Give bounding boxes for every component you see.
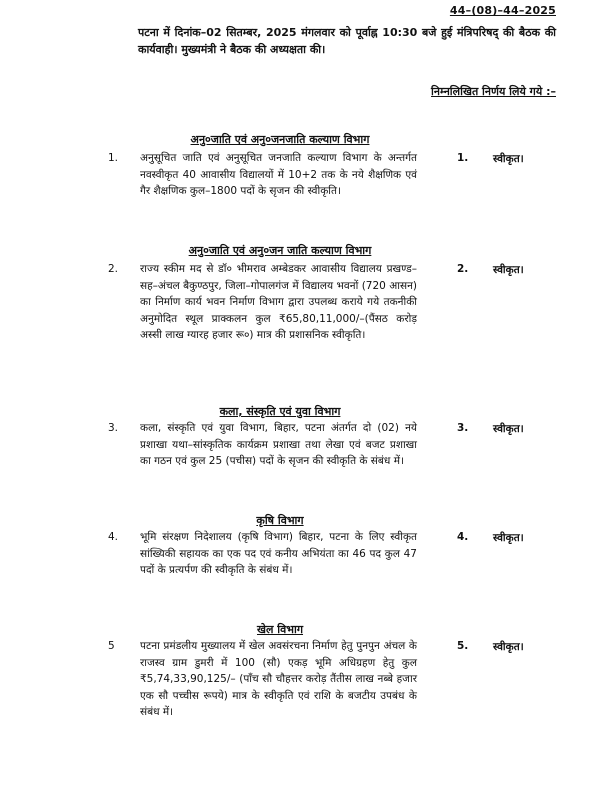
serial-number: 5 bbox=[108, 640, 115, 652]
serial-number: 4. bbox=[108, 531, 119, 543]
serial-number: 2. bbox=[108, 263, 119, 275]
serial-number: 3. bbox=[108, 422, 119, 434]
meeting-intro: पटना में दिनांक–02 सितम्बर, 2025 मंगलवार को पूर्वाह्न 10:30 बजे हुई मंत्रिपरिषद् की बैठक की कार्यवाही। मुख्यमंत्री ने बैठक की अध्यक्षता की। bbox=[138, 26, 556, 56]
reference-number: 44–(08)–44–2025 bbox=[449, 4, 556, 17]
decision-status: स्वीकृत। bbox=[493, 153, 524, 165]
item-text: पटना प्रमंडलीय मुख्यालय में खेल अवसंरचना निर्माण हेतु पुनपुन अंचल के राजस्व ग्राम डुमरी में 100 (सौ) एकड़ भूमि अधिग्रहण हेतु कुल ₹5,74,33,90,125/– (पाँच सौ चौहत्तर करोड़ तैंतीस लाख नब्बे हजार एक सौ पच्चीस रूपये) मात्र के स्वीकृति एवं राशि के बजटीय उपबंध के संबंध में। bbox=[140, 640, 417, 718]
department-heading: कला, संस्कृति एवं युवा विभाग bbox=[219, 405, 341, 418]
item-text: कला, संस्कृति एवं युवा विभाग, बिहार, पटना अंतर्गत दो (02) नये प्रशाखा यथा–सांस्कृतिक कार्यक्रम प्रशाखा तथा लेखा एवं बजट प्रशाखा का गठन एवं कुल 25 (पचीस) पदों के सृजन की स्वीकृति के संबंध में। bbox=[140, 422, 417, 467]
department-heading: अनु०जाति एवं अनु०जन जाति कल्याण विभाग bbox=[188, 244, 372, 257]
decision-status: स्वीकृत। bbox=[493, 641, 524, 653]
item-text: भूमि संरक्षण निदेशालय (कृषि विभाग) बिहार, पटना के लिए स्वीकृत सांख्यिकी सहायक का एक पद एवं कनीय अभियंता का 46 पद कुल 47 पदों के प्रत्यर्पण की स्वीकृति के संबंध में। bbox=[140, 531, 417, 576]
decision-status: स्वीकृत। bbox=[493, 532, 524, 544]
item-text: अनुसूचित जाति एवं अनुसूचित जनजाति कल्याण विभाग के अन्तर्गत नवस्वीकृत 40 आवासीय विद्यालयों में 10+2 तक के नये शैक्षणिक एवं गैर शैक्षणिक कुल–1800 पदों के सृजन की स्वीकृति। bbox=[140, 152, 417, 197]
item-text: राज्य स्कीम मद से डॉ० भीमराव अम्बेडकर आवासीय विद्यालय प्रखण्ड–सह–अंचल बैकुण्ठपुर, जिला–गोपालगंज में विद्यालय भवनों (720 आसन) का निर्माण कार्य भवन निर्माण विभाग द्वारा उपलब्ध कराये गये तकनीकी अनुमोदित स्थूल प्राक्कलन कुल ₹65,80,11,000/–(पैंसठ करोड़ अस्सी लाख ग्यारह हजार रू०) मात्र की प्रशासनिक स्वीकृति। bbox=[140, 263, 417, 341]
decision-number: 4. bbox=[457, 531, 469, 543]
decision-status: स्वीकृत। bbox=[493, 264, 524, 276]
decisions-subheading: निम्नलिखित निर्णय लिये गये :– bbox=[431, 85, 556, 98]
decision-number: 3. bbox=[457, 422, 469, 434]
decision-status: स्वीकृत। bbox=[493, 423, 524, 435]
decision-number: 1. bbox=[457, 152, 469, 164]
department-heading: अनु०जाति एवं अनु०जनजाति कल्याण विभाग bbox=[190, 133, 370, 146]
decision-number: 2. bbox=[457, 263, 469, 275]
department-heading: कृषि विभाग bbox=[256, 514, 304, 527]
department-heading: खेल विभाग bbox=[256, 623, 304, 636]
decision-number: 5. bbox=[457, 640, 469, 652]
serial-number: 1. bbox=[108, 152, 119, 164]
